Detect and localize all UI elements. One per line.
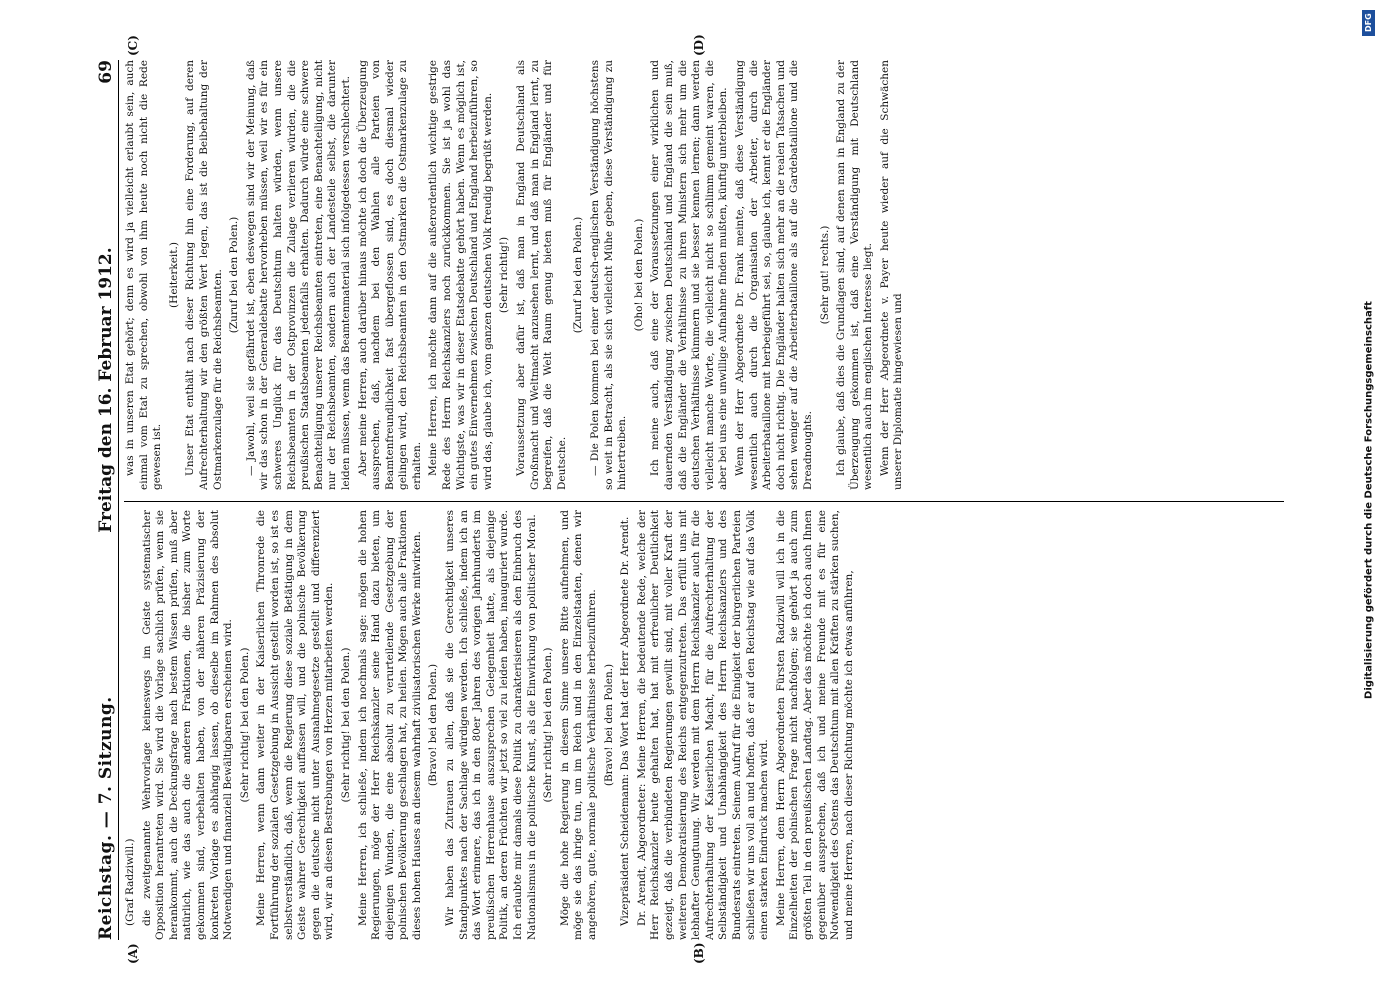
right-column-paragraph: was in unseren Etat gehört; denn es wird ja vielleicht erlaubt sein, auch einmal vom Etat zu sprechen, obwohl von ihm heute noch nicht die Rede gewesen ist. (123, 60, 163, 490)
left-column-paragraph: (Sehr richtig! bei den Polen.) (339, 647, 352, 803)
right-column-paragraph: Wenn der Herr Abgeordnete v. Payer heute wieder auf die Schwächen unserer Diplomatie hingewiesen und (878, 60, 904, 490)
margin-mark-b: (B) (691, 942, 706, 964)
right-column-paragraph: Unser Etat enthält nach dieser Richtung hin eine Forderung, auf deren Aufrechterhaltung wir den größten Wert legen, das ist die Beibehaltung der Ostmarkenzulage für die Reichsbeamten. (183, 60, 224, 490)
header-date: Freitag den 16. Februar 1912. (95, 247, 116, 533)
right-column-paragraph: Wenn der Herr Abgeordnete Dr. Frank meinte, daß diese Verständigung wesentlich auch durch die Organisation der Arbeiter, durch die Arbeiterbataillone mit herbeigeführt sei, so, glaube ich, kennt er die Engländer doch nicht richtig. Die Engländer halten sich mehr an die realen Tatsachen und sehen weniger auf die Arbeiterbataillone als auf die Gardebataillone und die Dreadnoughts. (733, 60, 814, 490)
left-column-paragraph: (Bravo! bei den Polen.) (426, 663, 439, 787)
left-column-paragraph: Möge die hohe Regierung in diesem Sinne unsere Bitte aufnehmen, und möge sie das ihrige tun, um im Reich und in den Einzelstaaten, denen wir angehören, gute, normale politische Verhältnisse herbeizuführen. (558, 510, 598, 940)
page-content (72, 30, 1312, 970)
right-column-paragraph: (Sehr richtig!) (497, 236, 510, 314)
header-rule (118, 60, 119, 940)
right-column-paragraph: (Zuruf bei den Polen.) (227, 216, 240, 334)
right-column-paragraph: Voraussetzung aber dafür ist, daß man in England Deutschland als Großmacht und Weltmacht anzusehen lernt, und daß man in England lernt, zu begreifen, daß die Welt Raum genug bieten muß für Engländer und für Deutsche. (514, 60, 568, 490)
right-column-paragraph: — Jawohl, weil sie gefährdet ist, eben deswegen sind wir der Meinung, daß wir das schon in der Generaldebatte hervorheben müssen, weil wir es für ein schweres Unglück für das Deutschtum halten würden, wenn unsere Reichsbeamten in der Ostprovinzen die Zulage verlieren würden, die die preußischen Staatsbeamten jedenfalls erhalten. Dadurch würde eine schwere Benachteiligung unserer Reichsbeamten eintreten, eine Benachteiligung, nicht nur der Reichsbeamten, sondern auch der Landesteile selbst, die darunter leiden müssen, wenn das Beamtenmaterial sich infolgedessen verschlechtert. (244, 60, 352, 490)
header-left: Reichstag. — 7. Sitzung. (95, 696, 116, 940)
margin-mark-c: (C) (125, 35, 140, 56)
left-column-paragraph: Meine Herren, dem Herrn Abgeordneten Fürsten Radziwill will ich in die Einzelheiten der polnischen Frage nicht nachfolgen; sie gehört ja auch zum größten Teil in den preußischen Landtag. Aber das möchte ich doch auch Ihnen gegenüber aussprechen, daß ich und meine Freunde mit es für eine Notwendigkeit des Ostens das Deutschtum mit allen Kräften zu stärken suchen, und meine Herren, nach dieser Richtung möchte ich etwas anführen, (774, 510, 855, 940)
left-column-paragraph: (Sehr richtig! bei den Polen.) (238, 647, 251, 803)
column-divider (124, 501, 1284, 502)
page-number: 69 (95, 60, 116, 84)
margin-mark-a: (A) (125, 943, 140, 964)
right-column-paragraph: (Heiterkeit.) (167, 242, 180, 308)
left-column-paragraph: Dr. Arendt, Abgeordneter: Meine Herren, die bedeutende Rede, welche der Herr Reichskanzler heute gehalten hat, hat mit erfreulicher Deutlichkeit gezeigt, daß die verbündeten Regierungen gewillt sind, mit voller Kraft der weiteren Demokratisierung des Reichs entgegenzutreten. Das erfüllt uns mit lebhafter Genugtuung. Wir werden mit dem Herrn Reichskanzler auch für die Aufrechterhaltung der Kaiserlichen Macht, für die Aufrechterhaltung der Selbständigkeit und Unabhängigkeit des Herrn Reichskanzlers und des Bundesrats eintreten. Seinem Aufruf für die Einigkeit der bürgerlichen Parteien schließen wir uns voll an und hoffen, daß er auf den Reichstag wie auf das Volk einen starken Eindruck machen wird. (635, 510, 770, 940)
left-column-paragraph: Meine Herren, wenn dann weiter in der Kaiserlichen Thronrede die Fortführung der sozialen Gesetzgebung in Aussicht gestellt worden ist, so ist es selbstverständlich, daß, wenn die Regierung diese soziale Betätigung in dem Geiste wahrer Gerechtigkeit auffassen will, und die polnische Bevölkerung gegen die deutsche nicht unter Ausnahmegesetze gestellt und differenziert wird, wir an diesen Bestrebungen von Herzen mitarbeiten werden. (254, 510, 335, 940)
left-column-paragraph: (Sehr richtig! bei den Polen.) (541, 647, 554, 803)
right-column-paragraph: — Die Polen kommen bei einer deutsch-englischen Verständigung höchstens so weit in Betracht, als sie sich vielleicht Mühe geben, diese Verständigung zu hintertreiben. (588, 60, 628, 490)
rotated-page (72, 30, 1312, 970)
dfg-sidebar (1359, 6, 1379, 994)
left-column-paragraph: Vizepräsident Scheidemann: Das Wort hat der Herr Abgeordnete Dr. Arendt. (618, 516, 631, 926)
right-column-paragraph: (Zuruf bei den Polen.) (571, 216, 584, 334)
left-column-paragraph: die zweitgenannte Wehrvorlage keineswegs im Geiste systematischer Opposition herantreten wird. Sie wird die Vorlage sachlich prüfen, wenn sie herankommt, auch die Deckungsfrage nach bestem Wissen prüfen, muß aber natürlich, wie das auch die anderen Fraktionen, die bisher zum Worte gekommen sind, verbehalten haben, von der näheren Präzisierung der konkreten Vorlage es abhängig lassen, ob dieselbe im Rahmen des absolut Notwendigen und finanziell Bewältigbaren erscheinen wird. (140, 510, 234, 940)
right-column-paragraph: (Sehr gut! rechts.) (818, 225, 830, 325)
dfg-logo: DFG (1362, 10, 1375, 36)
margin-mark-d: (D) (691, 34, 706, 56)
left-column-paragraph: (Bravo! bei den Polen.) (602, 663, 615, 787)
running-header (86, 60, 116, 940)
right-column-paragraph: Ich meine auch, daß eine der Voraussetzungen einer wirklichen und dauernden Verständigung zwischen Deutschland und England die sein muß, daß die Engländer die Verhältnisse zu ihren Ministern sich mehr um die deutschen Verhältnisse kümmern und sie besser kennen lernen; dann werden vielleicht manche Worte, die vielleicht nicht so schlimm gemeint waren, die aber bei uns eine unwillige Aufnahme finden mußten, künftig unterbleiben. (648, 60, 729, 490)
dfg-credit-text: Digitalisierung gefördert durch die Deutsche Forschungsgemeinschaft (1363, 301, 1375, 699)
right-column-paragraph: (Oho! bei den Polen.) (632, 218, 645, 332)
right-column (124, 60, 1284, 490)
left-column-paragraph: Meine Herren, ich schließe, indem ich nochmals sage: mögen die hohen Regierungen, möge der Herr Reichskanzler seine Hand dazu bieten, um diejenigen Wunden, die eine absolut zu verurteilende Gesetzgebung der polnischen Bevölkerung geschlagen hat, zu heilen. Mögen auch alle Fraktionen dieses hohen Hauses an diesem wahrhaft zivilisatorischen Werke mitwirken. (356, 510, 423, 940)
right-column-paragraph: Meine Herren, ich möchte dann auf die außerordentlich wichtige gestrige Rede des Herrn Reichskanzlers noch zurückkommen. Sie ist ja wohl das Wichtigste, was wir in dieser Etatsdebatte gehört haben. Wenn es möglich ist, ein gutes Einvernehmen zwischen Deutschland und England herbeizuführen, so wird das, glaube ich, vom ganzen deutschen Volk freudig begrüßt werden. (426, 60, 494, 490)
left-column-paragraph: Wir haben das Zutrauen zu allen, daß sie die Gerechtigkeit unseres Standpunktes nach der Sachlage würdigen werden. Ich schließe, indem ich an das Wort erinnere, das ich in den 80er Jahren des vorigen Jahrhunderts im preußischen Herrenhause auszusprechen Gelegenheit hatte, als diejenige Politik, an deren Früchten wir jetzt so viel zu leiden haben, inauguriert wurde. Ich erlaubte mir damals diese Politik zu charakterisieren als den Einbruch des Nationalismus in die politische Kunst, als die Einwirkung von politischer Moral. (443, 510, 538, 940)
left-column (124, 510, 1284, 940)
right-column-paragraph: Ich glaube, daß dies die Grundlagen sind, auf denen man in England zu der Überzeugung gekommen ist, daß eine Verständigung mit Deutschland wesentlich auch im englischen Interesse liegt. (834, 60, 874, 490)
right-column-paragraph: Aber meine Herren, auch darüber hinaus möchte ich doch die Überzeugung aussprechen, daß, nachdem bei den Wahlen alle Parteien von Beamtenfreundlichkeit fast übergeflossen sind, es doch diesmal wieder gelingen wird, den Reichsbeamten in den Ostmarken die Ostmarkenzulage zu erhalten. (356, 60, 423, 490)
left-column-paragraph: (Graf Radziwill.) (123, 838, 136, 926)
